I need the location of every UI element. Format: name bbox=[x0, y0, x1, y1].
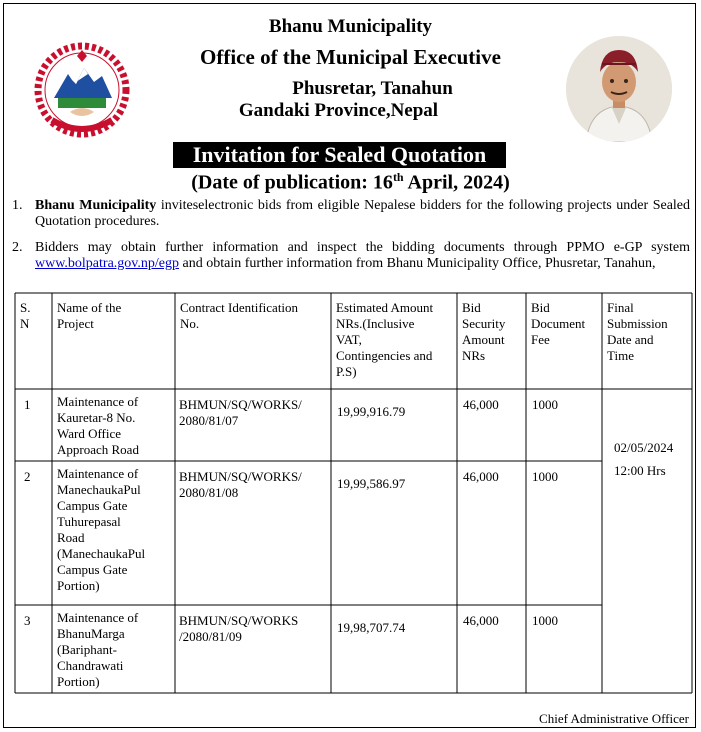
header-text: Contract Identification bbox=[180, 300, 299, 315]
final-submission-date: 02/05/2024 bbox=[614, 440, 674, 455]
org-name: Bhanu Municipality bbox=[268, 16, 433, 37]
signatory: Chief Administrative Officer bbox=[539, 711, 689, 726]
item-2-number: 2. bbox=[12, 240, 23, 255]
header-text: Contingencies and bbox=[336, 348, 433, 363]
header-text: Document bbox=[531, 316, 586, 331]
province: Gandaki Province,Nepal bbox=[238, 100, 439, 121]
row-estimated-amount: 19,98,707.74 bbox=[337, 620, 406, 635]
row-document-fee: 1000 bbox=[532, 469, 558, 484]
row-project-name: Maintenance of bbox=[57, 466, 139, 481]
header-text: NRs bbox=[462, 348, 486, 363]
row-project-name: Portion) bbox=[57, 674, 100, 689]
row-project-name: Tuhurepasal bbox=[57, 514, 121, 529]
row-contract-id: /2080/81/09 bbox=[179, 629, 242, 644]
row-bid-security: 46,000 bbox=[463, 613, 499, 628]
row-project-name: Campus Gate bbox=[57, 562, 128, 577]
row-project-name: Kauretar-8 No. bbox=[57, 410, 136, 425]
header-text: Fee bbox=[531, 332, 550, 347]
row-document-fee: 1000 bbox=[532, 613, 558, 628]
row-project-name: Portion) bbox=[57, 578, 100, 593]
row-project-name: Maintenance of bbox=[57, 610, 139, 625]
row-estimated-amount: 19,99,916.79 bbox=[337, 404, 406, 419]
item-2-body-a: Bidders may obtain further information and inspect the bidding documents through PPMO e-GP system bbox=[35, 240, 690, 255]
row-sn: 1 bbox=[24, 397, 31, 412]
row-sn: 3 bbox=[24, 613, 31, 628]
bolpatra-link[interactable]: www.bolpatra.gov.np/egp bbox=[35, 256, 179, 271]
address: Phusretar, Tanahun bbox=[292, 78, 453, 99]
header-text: S. bbox=[20, 300, 31, 315]
row-project-name: (ManechaukaPul bbox=[57, 546, 146, 561]
row-project-name: (Bariphant- bbox=[57, 642, 117, 657]
header-text: NRs.(Inclusive bbox=[336, 316, 415, 331]
row-document-fee: 1000 bbox=[532, 397, 558, 412]
row-contract-id: BHMUN/SQ/WORKS/ bbox=[179, 469, 302, 484]
notice-title: Invitation for Sealed Quotation bbox=[173, 142, 506, 168]
row-project-name: Road bbox=[57, 530, 85, 545]
row-project-name: Maintenance of bbox=[57, 394, 139, 409]
row-contract-id: BHMUN/SQ/WORKS/ bbox=[179, 397, 302, 412]
item-1-bold: Bhanu Municipality bbox=[35, 198, 157, 213]
header-text: N bbox=[20, 316, 30, 331]
header-text: No. bbox=[180, 316, 200, 331]
row-project-name: Approach Road bbox=[57, 442, 139, 457]
item-1-body: inviteselectronic bids from eligible Nepalese bidders for the following projects under Sealed Quotation procedures. bbox=[35, 198, 691, 229]
header-text: Project bbox=[57, 316, 94, 331]
header-text: Time bbox=[607, 348, 634, 363]
row-contract-id: 2080/81/08 bbox=[179, 485, 239, 500]
row-bid-security: 46,000 bbox=[463, 397, 499, 412]
header-text: Estimated Amount bbox=[336, 300, 434, 315]
row-estimated-amount: 19,99,586.97 bbox=[337, 476, 406, 491]
row-project-name: Campus Gate bbox=[57, 498, 128, 513]
header-text: Security bbox=[462, 316, 506, 331]
header-text: Date and bbox=[607, 332, 654, 347]
office-name: Office of the Municipal Executive bbox=[200, 45, 501, 69]
item-2-body-b: and obtain further information from Bhanu Municipality Office, Phusretar, Tanahun, bbox=[179, 256, 656, 271]
row-project-name: Ward Office bbox=[57, 426, 122, 441]
header-text: P.S) bbox=[336, 364, 357, 379]
row-project-name: ManechaukaPul bbox=[57, 482, 141, 497]
item-1-number: 1. bbox=[12, 198, 23, 213]
row-contract-id: BHMUN/SQ/WORKS bbox=[179, 613, 299, 628]
pub-prefix: (Date of publication: 16 bbox=[191, 171, 393, 194]
row-bid-security: 46,000 bbox=[463, 469, 499, 484]
header-text: Final bbox=[607, 300, 634, 315]
row-project-name: BhanuMarga bbox=[57, 626, 125, 641]
row-contract-id: 2080/81/07 bbox=[179, 413, 239, 428]
final-submission-time: 12:00 Hrs bbox=[614, 463, 666, 478]
header-text: Bid bbox=[531, 300, 550, 315]
row-sn: 2 bbox=[24, 469, 31, 484]
header-text: VAT, bbox=[336, 332, 362, 347]
pub-suffix: April, 2024) bbox=[403, 171, 510, 194]
pub-sup: th bbox=[392, 170, 404, 184]
header-text: Amount bbox=[462, 332, 505, 347]
header-text: Bid bbox=[462, 300, 481, 315]
row-project-name: Chandrawati bbox=[57, 658, 124, 673]
header-text: Submission bbox=[607, 316, 668, 331]
header-text: Name of the bbox=[57, 300, 122, 315]
